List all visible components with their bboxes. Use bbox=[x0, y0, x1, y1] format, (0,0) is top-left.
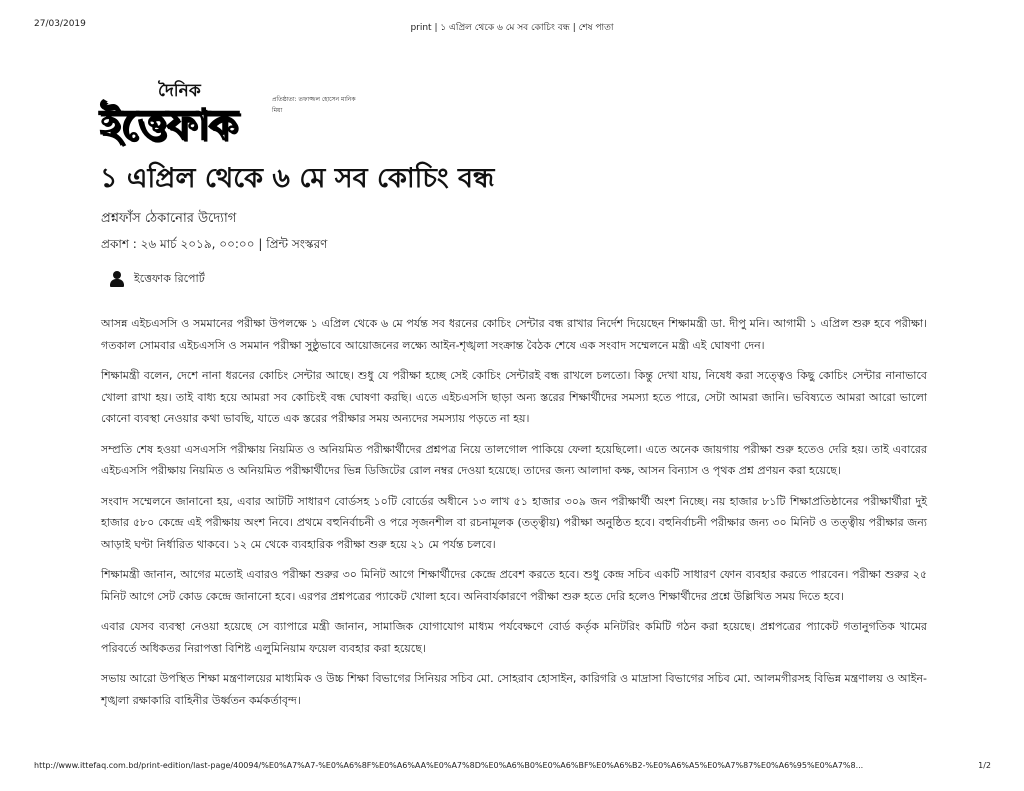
article-paragraph: শিক্ষামন্ত্রী জানান, আগের মতোই এবারও পরীক্ষা শুরুর ৩০ মিনিট আগে শিক্ষার্থীদের কেন্দ্রে প্রবেশ করতে হবে। শুধু কেন্দ্র সচিব একটি সাধারণ ফোন ব্যবহার করতে পারবেন। পরীক্ষা শুরুর ২৫ মিনিট আগে সেট কোড কেন্দ্রে জানানো হবে। এরপর প্রশ্নপত্রের প্যাকেট খোলা হবে। অনিবার্যকারণে পরীক্ষা শুরু হতে দেরি হলেও শিক্ষার্থীদের প্রশ্নে উল্লিখিত সময় দিতে হবে। bbox=[101, 568, 927, 603]
print-date: 27/03/2019 bbox=[34, 19, 86, 29]
article-subheadline: প্রশ্নফাঁস ঠেকানোর উদ্যোগ bbox=[101, 211, 237, 226]
article-paragraph: সভায় আরো উপস্থিত শিক্ষা মন্ত্রণালয়ের মাধ্যমিক ও উচ্চ শিক্ষা বিভাগের সিনিয়র সচিব মো. সোহরাব হোসাইন, কারিগরি ও মাদ্রাসা বিভাগের সচিব মো. আলমগীরসহ বিভিন্ন মন্ত্রণালয় ও আইন-শৃঙ্খলা রক্ষাকারি বাহিনীর উর্ধ্বতন কর্মকর্তাবৃন্দ। bbox=[101, 672, 927, 707]
article-body bbox=[101, 313, 927, 720]
article-paragraph: আসন্ন এইচএসসি ও সমমানের পরীক্ষা উপলক্ষে ১ এপ্রিল থেকে ৬ মে পর্যন্ত সব ধরনের কোচিং সেন্টার বন্ধ রাখার নির্দেশ দিয়েছেন শিক্ষামন্ত্রী ডা. দীপু মনি। আগামী ১ এপ্রিল শুরু হবে পরীক্ষা। গতকাল সোমবার এইচএসসি ও সমমান পরীক্ষা সুষ্ঠুভাবে আয়োজনের লক্ষ্যে আইন-শৃঙ্খলা সংক্রান্ত বৈঠক শেষে এক সংবাদ সম্মেলনে মন্ত্রী এই ঘোষণা দেন। bbox=[101, 317, 927, 352]
article-paragraph: সংবাদ সম্মেলনে জানানো হয়, এবার আটটি সাধারণ বোর্ডসহ ১০টি বোর্ডের অধীনে ১৩ লাখ ৫১ হাজার ৩০৯ জন পরীক্ষার্থী অংশ নিচ্ছে। নয় হাজার ৮১টি শিক্ষাপ্রতিষ্ঠানের পরীক্ষার্থীরা দুই হাজার ৫৮০ কেন্দ্রে এই পরীক্ষায় অংশ নিবে। প্রথমে বহুনির্বাচনী ও পরে সৃজনশীল বা রচনামূলক (তত্ত্বীয়) পরীক্ষা অনুষ্ঠিত হবে। বহুনির্বাচনী পরীক্ষার জন্য ৩০ মিনিট ও তত্ত্বীয় পরীক্ষার জন্য আড়াই ঘণ্টা নির্ধারিত থাকবে। ১২ মে থেকে ব্যবহারিক পরীক্ষা শুরু হয়ে ২১ মে পর্যন্ত চলবে। bbox=[101, 494, 927, 551]
article-paragraph: শিক্ষামন্ত্রী বলেন, দেশে নানা ধরনের কোচিং সেন্টার আছে। শুধু যে পরীক্ষা হচ্ছে সেই কোচিং সেন্টারই বন্ধ রাখলে চলতো। কিন্তু দেখা যায়, নিষেধ করা সত্ত্বেও কিছু কোচিং সেন্টার নানাভাবে খোলা রাখা হয়। তাই বাধ্য হয়ে আমরা সব কোচিংই বন্ধ ঘোষণা করছি। এতে এইচএসসি ছাড়া অন্য স্তরের শিক্ষার্থীদের সমস্যা হতে পারে, সেটা আমরা জানি। ভবিষ্যতে আমরা আরো ভালো কোনো ব্যবস্থা নেওয়ার কথা ভাবছি, যাতে এক স্তরের পরীক্ষার সময় অন্যদের সমস্যায় পড়তে না হয়। bbox=[101, 369, 927, 425]
logo-tagline: প্রতিষ্ঠাতা: তফাজ্জল হোসেন মানিক মিয়া bbox=[272, 96, 356, 114]
print-page-title: print | ১ এপ্রিল থেকে ৬ মে সব কোচিং বন্ধ | শেষ পাতা bbox=[410, 23, 614, 33]
article-author bbox=[110, 270, 205, 288]
print-footer-url: http://www.ittefaq.com.bd/print-edition/last-page/40094/%E0%A7%A7-%E0%A6%8F%E0%A6%AA%E0%A7%8D%E0%A6%B0%E0%A6%BF%E0%A6%B2-%E0%A6%A5%E0%A7%87%E0%A6%95%E0%A7%8... bbox=[34, 761, 864, 770]
article-paragraph: সম্প্রতি শেষ হওয়া এসএসসি পরীক্ষায় নিয়মিত ও অনিয়মিত পরীক্ষার্থীদের প্রশ্নপত্র নিয়ে তালগোল পাকিয়ে ফেলা হয়েছিলো। এতে অনেক জায়গায় পরীক্ষা শুরু হতেও দেরি হয়। তাই এবারের এইচএসসি পরীক্ষায় নিয়মিত ও অনিয়মিত পরীক্ষার্থীদের ভিন্ন ডিজিটের রোল নম্বর দেওয়া হয়েছে। তাদের জন্য আলাদা কক্ষ, আসন বিন্যাস ও পৃথক প্রশ্ন প্রণয়ন করা হয়েছে। bbox=[101, 442, 927, 477]
logo-big-text: ইত্তেফাক bbox=[100, 100, 238, 149]
user-icon bbox=[110, 271, 124, 287]
article-headline: ১ এপ্রিল থেকে ৬ মে সব কোচিং বন্ধ bbox=[100, 163, 495, 194]
article-paragraph: এবার যেসব ব্যবস্থা নেওয়া হয়েছে সে ব্যাপারে মন্ত্রী জানান, সামাজিক যোগাযোগ মাধ্যম পর্যবেক্ষণে বোর্ড কর্তৃক মনিটরিং কমিটি গঠন করা হয়েছে। প্রশ্নপত্রের প্যাকেট গতানুগতিক খামের পরিবর্তে অধিকতর নিরাপত্তা বিশিষ্ট এলুমিনিয়াম ফয়েল ব্যবহার করা হয়েছে। bbox=[101, 620, 927, 655]
print-page-number: 1/2 bbox=[978, 761, 991, 770]
article-published-meta: প্রকাশ : ২৬ মার্চ ২০১৯, ০০:০০ | প্রিন্ট সংস্করণ bbox=[101, 237, 328, 251]
logo-small-text: দৈনিক bbox=[158, 81, 201, 101]
ittefaq-logo bbox=[100, 78, 362, 149]
author-name: ইত্তেফাক রিপোর্ট bbox=[134, 271, 205, 285]
